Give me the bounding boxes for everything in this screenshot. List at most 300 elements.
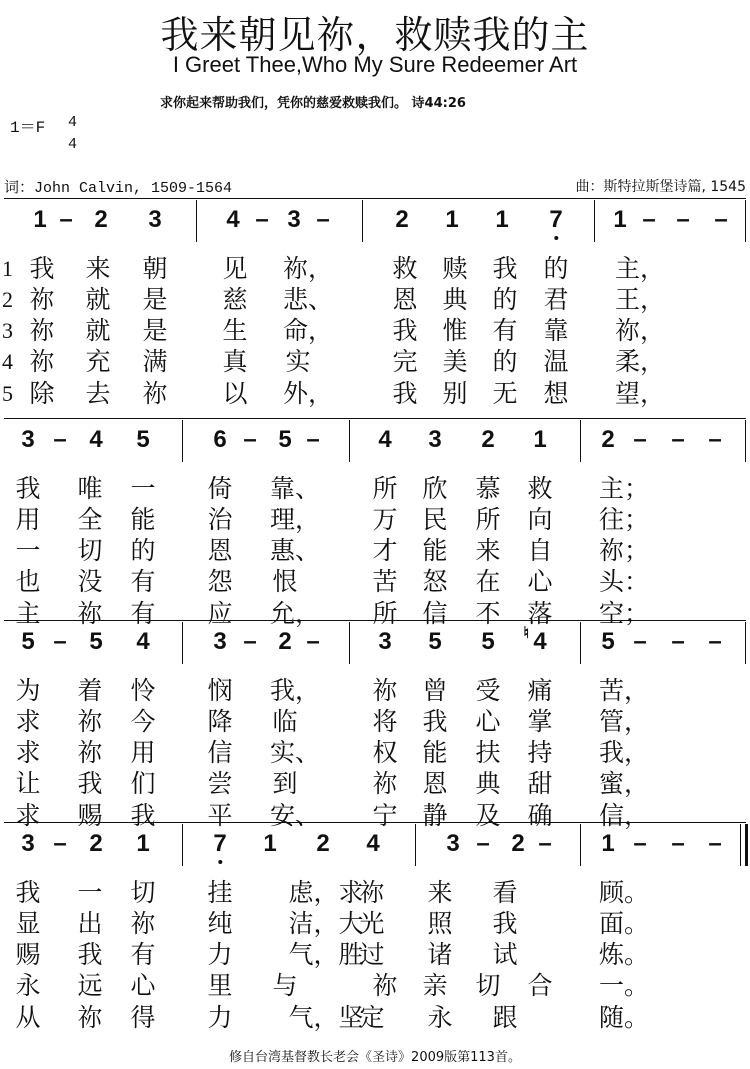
lyric-syllable: 我 [422,707,448,736]
lyric-syllable: 王， [614,285,666,314]
lyric-syllable: 真 [222,347,248,376]
lyric-syllable: 外， [282,379,334,408]
lyric-syllable: 永 [427,1003,453,1032]
lyric-syllable: 求 [15,707,41,736]
lyric-syllable: 望， [614,379,666,408]
lyric-syllable: 看 [492,878,518,907]
lyric-syllable: 尝 [207,769,233,798]
lyric-syllable: 在 [475,567,501,596]
lyric-syllable: 临 [272,707,298,736]
note: 1 [495,206,509,233]
lyric-syllable: 祢 [130,909,156,938]
hold-dash: – [243,628,257,655]
lyric-syllable: 心 [130,971,156,1000]
lyric-syllable: 才 [372,536,398,565]
hold-dash: – [671,628,685,655]
lyric-syllable: 祢 [372,971,398,1000]
lyric-syllable: 定 [359,1003,385,1032]
lyric-syllable: 祢 [77,599,103,628]
lyric-syllable: 头： [598,567,650,596]
lyric-syllable: 惠、 [269,536,321,565]
lyric-syllable: 祢 [29,316,55,345]
lyric-syllable: 来 [427,878,453,907]
lyric-syllable: 欣 [422,474,448,503]
lyric-syllable: 惟 [442,316,468,345]
composer-credit: 曲：斯特拉斯堡诗篇, 1545 [575,179,746,195]
note: 3 [21,426,35,453]
lyric-syllable: 安、 [269,801,321,830]
lyric-syllable: 别 [442,379,468,408]
barline [740,824,741,866]
staff-top-rule [4,418,746,419]
lyric-syllable: 民 [422,505,448,534]
hold-dash: – [708,628,722,655]
hold-dash: – [633,426,647,453]
lyric-syllable: 赎 [442,254,468,283]
lyric-syllable: 来 [85,254,111,283]
note: 5 [278,426,292,453]
lyric-syllable: 悯 [207,676,233,705]
lyric-syllable: 自 [527,536,553,565]
lyric-syllable: 允， [269,599,321,628]
lyric-syllable: 面。 [598,909,650,938]
lyric-syllable: 恨 [272,567,298,596]
lyric-syllable: 平 [207,801,233,830]
lyric-syllable: 随。 [598,1003,650,1032]
note: 5 [136,426,150,453]
lyric-syllable: 苦 [372,567,398,596]
lyric-syllable: 掌 [527,707,553,736]
barline [580,824,581,866]
lyric-syllable: 降 [207,707,233,736]
lyric-syllable: 君 [543,285,569,314]
lyric-syllable: 苦， [598,676,650,705]
lyric-syllable: 以 [222,379,248,408]
lyric-syllable: 恩 [207,536,233,565]
lyric-syllable: 一 [130,474,156,503]
note: 3 [213,628,227,655]
barline [182,824,183,866]
lyric-syllable: 出 [77,909,103,938]
hold-dash: – [59,206,73,233]
hold-dash: – [306,426,320,453]
lyric-syllable: 所 [475,505,501,534]
lyric-syllable: 赐 [77,801,103,830]
lyric-syllable: 我 [130,801,156,830]
lyric-syllable: 主， [614,254,666,283]
lyric-syllable: 满 [142,347,168,376]
note: 2 [395,206,409,233]
lyric-syllable: 救 [392,254,418,283]
lyric-syllable: 将 [372,707,398,736]
lyric-syllable: 我 [492,909,518,938]
note: 6 [213,426,227,453]
lyric-syllable: 美 [442,347,468,376]
lyric-syllable: 祢， [614,316,666,345]
lyric-syllable: 救 [527,474,553,503]
lyric-syllable: 为 [15,676,41,705]
note: 4 ♮ [533,628,546,656]
verse-number: 4 [2,349,13,374]
note: 5 [428,628,442,655]
barline [745,200,746,242]
lyric-syllable: 无 [492,379,518,408]
verse-number: 2 [2,287,13,312]
lyric-syllable: 求 [15,801,41,830]
low-octave-dot [218,860,222,864]
source-footer: 修自台湾基督教长老会《圣诗》2009版第113首。 [229,1050,521,1065]
note: 4 [136,628,150,655]
lyric-syllable: 受 [475,676,501,705]
lyric-syllable: 心 [527,567,553,596]
time-signature [68,112,77,156]
lyric-syllable: 持 [527,738,553,767]
lyric-syllable: 让 [15,769,41,798]
lyric-syllable: 永 [15,971,41,1000]
lyric-syllable: 一 [77,878,103,907]
note: 1 [533,426,547,453]
lyric-syllable: 就 [85,285,111,314]
note: 2 [89,830,103,857]
lyric-syllable: 祢 [359,878,385,907]
note: 1 [136,830,150,857]
hold-dash: – [476,830,490,857]
lyric-syllable: 怒 [422,567,448,596]
note: 2 [511,830,525,857]
lyric-syllable: 气，坚 [288,1003,364,1032]
lyric-syllable: 温 [543,347,569,376]
lyric-syllable: 祢， [282,254,334,283]
lyric-syllable: 生 [222,316,248,345]
lyric-syllable: 赐 [15,940,41,969]
page-title: 我来朝见祢，救赎我的主 [160,13,590,57]
english-subtitle: I Greet Thee,Who My Sure Redeemer Art [172,52,578,77]
natural-sign: ♮ [523,625,530,642]
barline [182,420,183,462]
lyric-syllable: 扶 [475,738,501,767]
scripture-verse: 求你起来帮助我们，凭你的慈爱救赎我们。 诗44:26 [160,96,466,111]
lyric-syllable: 祢 [372,769,398,798]
lyric-syllable: 从 [15,1003,41,1032]
lyric-syllable: 挂 [207,878,233,907]
lyric-syllable: 求 [15,738,41,767]
note: 1 [263,830,277,857]
lyric-syllable: 理， [269,505,321,534]
lyric-syllable: 恩 [392,285,418,314]
lyric-syllable: 全 [77,505,103,534]
lyric-syllable: 祢 [29,347,55,376]
barline [580,622,581,664]
hold-dash: – [243,426,257,453]
hold-dash: – [255,206,269,233]
lyric-syllable: 及 [475,801,501,830]
final-barline [745,824,748,866]
lyric-syllable: 的 [492,347,518,376]
lyric-syllable: 我 [392,316,418,345]
hold-dash: – [53,830,67,857]
barline [196,200,197,242]
lyric-syllable: 应 [207,599,233,628]
lyric-syllable: 祢 [29,285,55,314]
lyric-syllable: 祢 [77,738,103,767]
lyric-syllable: 我 [492,254,518,283]
barline [182,622,183,664]
lyric-syllable: 洁，大 [288,909,364,938]
lyric-syllable: 着 [77,676,103,705]
lyric-syllable: 里 [207,971,233,1000]
lyric-syllable: 见 [222,254,248,283]
staff-top-rule [4,620,746,621]
lyric-syllable: 信 [207,738,233,767]
note: 3 [21,830,35,857]
lyric-syllable: 用 [15,505,41,534]
lyric-syllable: 们 [130,769,156,798]
lyric-syllable: 柔， [614,347,666,376]
lyric-syllable: 典 [442,285,468,314]
note: 3 [287,206,301,233]
lyric-syllable: 恩 [422,769,448,798]
key-signature [10,114,78,153]
lyric-syllable: 所 [372,474,398,503]
lyric-syllable: 我 [77,940,103,969]
note: 2 [94,206,108,233]
lyric-syllable: 与 [272,971,298,1000]
lyric-syllable: 亲 [422,971,448,1000]
lyric-syllable: 到 [272,769,298,798]
lyric-syllable: 炼。 [598,940,650,969]
hold-dash: – [53,426,67,453]
lyric-syllable: 是 [142,316,168,345]
lyric-syllable: 祢； [598,536,650,565]
lyric-syllable: 朝 [142,254,168,283]
lyric-syllable: 慈 [222,285,248,314]
lyric-syllable: 除 [29,379,55,408]
lyric-syllable: 虑，求 [288,878,364,907]
lyric-syllable: 的 [130,536,156,565]
hold-dash: – [708,830,722,857]
lyric-syllable: 顾。 [598,878,650,907]
lyric-syllable: 确 [527,801,553,830]
hold-dash: – [306,628,320,655]
lyric-syllable: 有 [492,316,518,345]
lyric-syllable: 慕 [475,474,501,503]
note: 1 [601,830,615,857]
lyric-syllable: 祢 [372,676,398,705]
note: 7 [549,206,562,234]
lyric-syllable: 祢 [77,707,103,736]
lyric-syllable: 信 [422,599,448,628]
lyric-syllable: 我 [392,379,418,408]
lyric-syllable: 命， [282,316,334,345]
lyric-syllable: 静 [422,801,448,830]
lyric-syllable: 典 [475,769,501,798]
lyric-syllable: 往； [598,505,650,534]
lyric-syllable: 心 [475,707,501,736]
lyric-syllable: 主； [598,474,650,503]
lyric-syllable: 照 [427,909,453,938]
lyric-syllable: 宁 [372,801,398,830]
barline [580,420,581,462]
barline [349,622,350,664]
lyric-syllable: 力 [207,940,233,969]
note: 1 [445,206,459,233]
note: 5 [481,628,495,655]
lyric-syllable: 我 [15,878,41,907]
lyric-syllable: 治 [207,505,233,534]
barline [745,420,746,462]
lyric-syllable: 充 [85,347,111,376]
hold-dash: – [714,206,728,233]
lyric-syllable: 能 [422,536,448,565]
verse-number: 5 [2,381,13,406]
lyric-syllable: 能 [130,505,156,534]
lyric-syllable: 切 [130,878,156,907]
lyric-syllable: 悲、 [282,285,334,314]
lyric-syllable: 切 [77,536,103,565]
note: 4 [366,830,380,857]
note: 4 [89,426,103,453]
lyric-syllable: 试 [492,940,518,969]
lyric-syllable: 主 [15,599,41,628]
lyric-syllable: 得 [130,1003,156,1032]
lyric-syllable: 有 [130,567,156,596]
lyric-syllable: 能 [422,738,448,767]
lyric-syllable: 空； [598,599,650,628]
note: 7 [213,830,226,858]
lyric-syllable: 祢 [77,1003,103,1032]
lyric-syllable: 甜 [527,769,553,798]
lyric-syllable: 来 [475,536,501,565]
note: 3 [428,426,442,453]
barline [745,622,746,664]
lyric-syllable: 怜 [130,676,156,705]
lyric-syllable: 落 [527,599,553,628]
lyric-syllable: 怨 [207,567,233,596]
lyric-syllable: 诸 [427,940,453,969]
lyricist-credit: 词：John Calvin, 1509-1564 [4,180,233,197]
lyric-syllable: 痛 [527,676,553,705]
lyric-syllable: 我 [29,254,55,283]
lyric-syllable: 靠、 [269,474,321,503]
verse-number: 1 [2,256,13,281]
lyric-syllable: 曾 [422,676,448,705]
note: 5 [601,628,615,655]
lyric-syllable: 唯 [77,474,103,503]
lyric-syllable: 远 [77,971,103,1000]
hold-dash: – [538,830,552,857]
lyric-syllable: 想 [543,379,569,408]
lyric-syllable: 万 [372,505,398,534]
staff-top-rule [4,822,746,823]
note: 2 [316,830,330,857]
barline [594,200,595,242]
time-top: 4 [68,114,78,131]
lyric-syllable: 我 [15,474,41,503]
barline [349,420,350,462]
lyric-syllable: 气，胜 [288,940,364,969]
barline [362,200,363,242]
time-bottom: 4 [68,136,78,153]
staff-top-rule [4,198,746,199]
lyric-syllable: 光 [359,909,385,938]
hold-dash: – [676,206,690,233]
lyric-syllable: 权 [372,738,398,767]
hold-dash: – [642,206,656,233]
note: 2 [481,426,495,453]
note: 5 [21,628,35,655]
note: 1 [613,206,627,233]
note: 3 [446,830,460,857]
lyric-syllable: 管， [598,707,650,736]
lyric-syllable: 就 [85,316,111,345]
lyric-syllable: 不 [475,599,501,628]
lyric-syllable: 力 [207,1003,233,1032]
lyric-syllable: 倚 [207,474,233,503]
lyric-syllable: 去 [85,379,111,408]
hold-dash: – [633,830,647,857]
lyric-syllable: 一 [15,536,41,565]
hold-dash: – [633,628,647,655]
lyric-syllable: 切 [475,971,501,1000]
note: 4 [226,206,240,233]
barline [415,824,416,866]
lyric-syllable: 我， [598,738,650,767]
low-octave-dot [554,236,558,240]
hold-dash: – [671,830,685,857]
note: 2 [278,628,292,655]
verse-number: 3 [2,318,13,343]
lyric-syllable: 跟 [492,1003,518,1032]
lyric-syllable: 用 [130,738,156,767]
lyric-syllable: 是 [142,285,168,314]
lyric-syllable: 也 [15,567,41,596]
hold-dash: – [316,206,330,233]
lyric-syllable: 我 [77,769,103,798]
lyric-syllable: 的 [543,254,569,283]
lyric-syllable: 的 [492,285,518,314]
lyric-syllable: 信， [598,801,650,830]
note: 4 [378,426,392,453]
lyric-syllable: 靠 [543,316,569,345]
note: 2 [601,426,615,453]
lyric-syllable: 显 [15,909,41,938]
lyric-syllable: 今 [130,707,156,736]
hold-dash: – [53,628,67,655]
lyric-syllable: 有 [130,940,156,969]
lyric-syllable: 向 [527,505,553,534]
lyric-syllable: 有 [130,599,156,628]
note: 3 [148,206,162,233]
lyric-syllable: 过 [359,940,385,969]
note: 1 [33,206,47,233]
lyric-syllable: 合 [527,971,553,1000]
lyric-syllable: 我， [269,676,321,705]
lyric-syllable: 实 [285,347,311,376]
lyric-syllable: 所 [372,599,398,628]
lyric-syllable: 实、 [269,738,321,767]
lyric-syllable: 蜜， [598,769,650,798]
lyric-syllable: 完 [392,347,418,376]
note: 3 [378,628,392,655]
lyric-syllable: 纯 [207,909,233,938]
lyric-syllable: 一。 [598,971,650,1000]
lyric-syllable: 没 [77,567,103,596]
lyric-syllable: 祢 [142,379,168,408]
hold-dash: – [708,426,722,453]
key-label: 1＝F [10,119,46,137]
hold-dash: – [671,426,685,453]
note: 5 [89,628,103,655]
